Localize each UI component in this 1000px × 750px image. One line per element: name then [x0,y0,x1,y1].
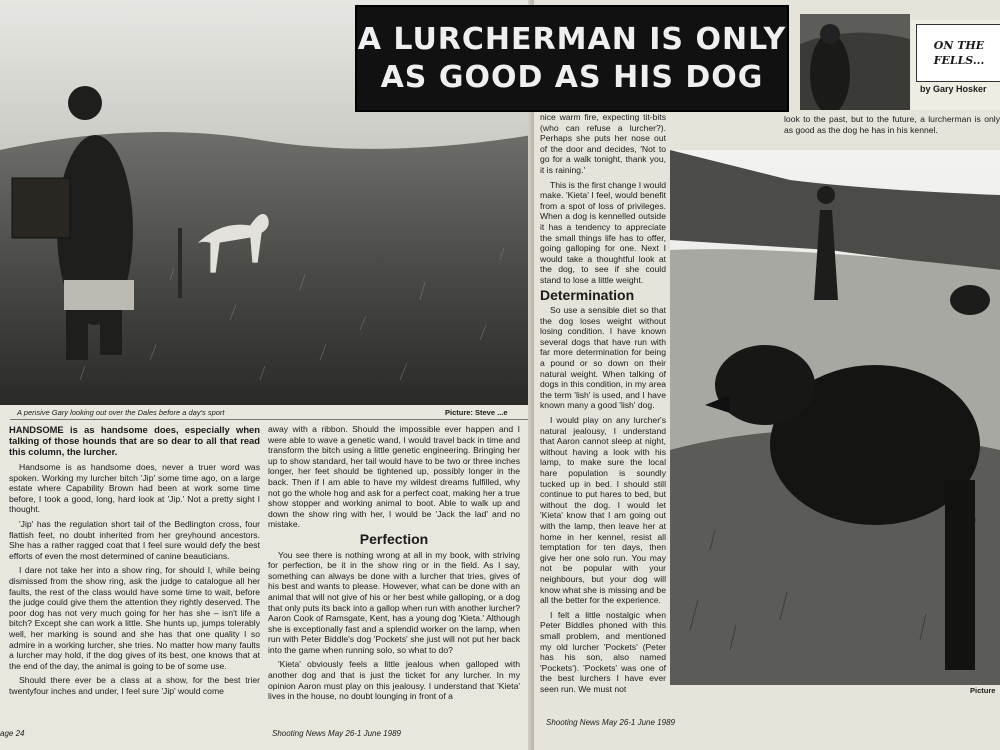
paragraph: I felt a little nostalgic when Peter Biddles phoned with this small problem, and mentioned my old lurcher 'Pockets' (Peter has his son, also named 'Pockets'). 'Pockets' was one of the best lurchers I have ever seen run. We must not [540,609,666,694]
author-photo [800,14,910,110]
byline: by Gary Hosker [920,84,987,94]
article-column-2 [268,424,520,726]
paragraph: I would play on any lurcher's natural jealousy, I understand that Aaron cannot sleep at night, without having a look with his lamp, to make sure the local hare population is soundly tucked up in bed. I should still continue to put hares to bed, but without the dog. I would let 'Kieta' know that I am going out with the lamp, then leave her at home in her kennel, resist all temptation for ten days, then give her one solo run. You may not be popular with your neighbours, but your dog will know what she is missing and be all the better for the experience. [540,415,666,606]
caption-rule [10,419,530,420]
dog-photo [670,150,1000,685]
series-title-line-2: FELLS... [933,54,985,67]
headline-box [355,5,789,112]
article-column-1 [9,424,260,726]
paragraph: 'Kieta' obviously feels a little jealous when galloped with another dog and that is just the ticket for any lurcher. In my opinion Aaron must play on this jealousy. I understand that 'Kieta' lives in the house, no doubt lounging in front of a [268,659,520,702]
paragraph: away with a ribbon. Should the impossible ever happen and I were able to wave a genetic wand, I would travel back in time and transform the bitch using a little genetic engineering. Bringing her up to show standard, her tail would have to be two or three inches longer, her feet should be tightened up, possibly longer in the back. Then if I am able to have my wildest dreams fulfilled, why not go the whole hog and ask for a perfect coat, making her a true show stopper and working animal to boot. Able to walk up and down the show ring with her, I would be 'Jack the lad' and no mistake. [268,424,520,530]
headline-line-2: AS GOOD AS HIS DOG [380,59,764,95]
headline-line-1: A LURCHERMAN IS ONLY [357,21,787,57]
paragraph: So use a sensible diet so that the dog loses weight without losing condition. I have known several dogs that have run with far more determination for being a pound or so down on their natural weight. When talking of dogs in this condition, in my area the term 'lish' is used, and I have known many a good 'lish' dog. [540,305,666,411]
paragraph: 'Jip' has the regulation short tail of the Bedlington cross, four flattish feet, no doubt inherited from her greyhound ancestors. She has a rather ragged coat that I feel sure would defy the best efforts of even the most determined of canine beauticians. [9,518,260,561]
series-title-frame [916,24,1000,82]
paragraph: I dare not take her into a show ring, for should I, while being dismissed from the show ring, ask the judge to catalogue all her faults, the rest of the class would have some time to wait, before the judge could give them the attention they rightly deserved. The poor dog has not very much going for her has she – isn't life a bitch? Except she can work a little. She hunts up, jumps tolerably well, her marking is sound and she has that one quality I so admire in a working lurcher, she tries. No matter how many faults a lurcher may hold, if the dog gives of its best, one knows that at the end of the day, the animal is going to be of some use. [9,565,260,671]
paragraph: Should there ever be a class at a show, for the best trier twentyfour inches and under, I feel sure 'Jip' would come [9,675,260,696]
subheading-perfection: Perfection [359,530,429,547]
article-column-4 [784,114,1000,154]
photo-caption: A pensive Gary looking out over the Dales before a day's sport [17,408,225,417]
right-page [534,0,1000,750]
photo-credit: Picture: Steve ...e [445,408,508,417]
series-title-line-1: ON THE [933,39,985,52]
standfirst: HANDSOME is as handsome does, especially when talking of those hounds that are so dear to all that read this column, the lurcher. [9,424,260,457]
series-box [911,20,1000,110]
paragraph: look to the past, but to the future, a lurcherman is only as good as the dog he has in his kennel. [784,114,1000,135]
paragraph: Handsome is as handsome does, never a truer word was spoken. Working my lurcher bitch 'Jip' some time ago, on a large estate where Capability Brown had been at work some time before, I took a good, long, hard look at 'Jip.' Not a pretty sight I thought. [9,462,260,515]
paragraph: You see there is nothing wrong at all in my book, with striving for perfection, be it in the show ring or in the field. As I say, something can always be done with a lurcher that tries, gives of his best and wants to please. However, what can be done with an animal that will not give of his or her best while galloping, or a dog that only puts its back into a gallop when run with another lurcher? Aaron Cook of Ramsgate, Kent, has a young dog 'Kieta.' Although she is exceptionally fast and a splendid worker on the lamp, when run with Peter Biddle's dog 'Pockets' she just will not put her back into the game when running solo, so what to do? [268,549,520,655]
paragraph: This is the first change I would make. 'Kieta' I feel, would benefit from a spot of loss of privileges. When a dog is kennelled outside it has a tendency to appreciate the small things life has to offer, going galloping for one. Next I would take a thoughtful look at the dog, to see if she could stand to lose a little weight. [540,179,666,285]
footer-publication: Shooting News May 26-1 June 1989 [272,729,401,738]
footer-publication: Shooting News May 26-1 June 1989 [546,718,675,727]
subheading-determination: Determination [540,286,635,303]
article-column-3 [540,112,666,727]
page-number: age 24 [0,729,25,738]
paragraph: nice warm fire, expecting tit-bits (who can refuse a lurcher?). Perhaps she puts her nose out of the door and decides, 'Not to go for a walk tonight, thank you, it is raining.' [540,112,666,175]
photo-credit: Picture [970,686,996,695]
